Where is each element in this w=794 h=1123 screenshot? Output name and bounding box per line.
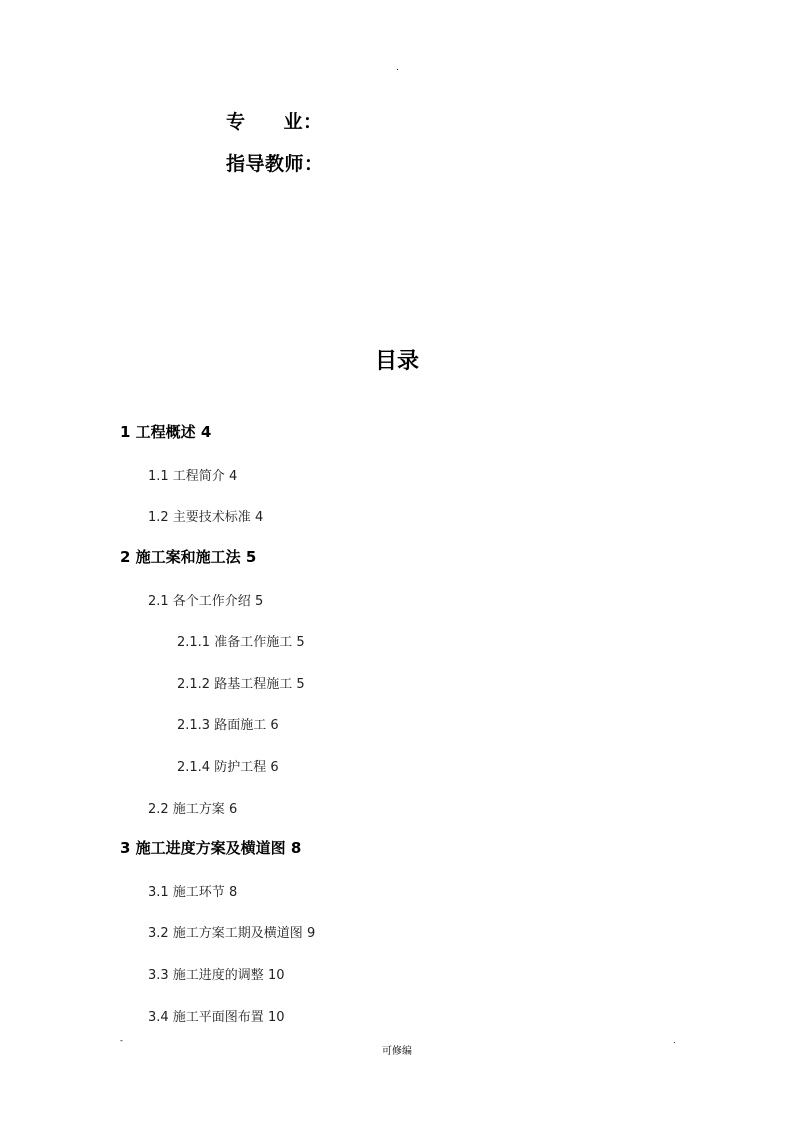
footer-editable-note: 可修编 bbox=[382, 1046, 412, 1057]
advisor-label: 指导教师： bbox=[226, 153, 324, 175]
toc-entry-3-3[interactable]: 3.3 施工进度的调整 10 bbox=[148, 968, 285, 983]
toc-entry-2-1-2[interactable]: 2.1.2 路基工程施工 5 bbox=[177, 677, 305, 692]
header-mark: . bbox=[396, 63, 399, 73]
toc-entry-1-2[interactable]: 1.2 主要技术标准 4 bbox=[148, 510, 264, 525]
toc-entry-2-1-1[interactable]: 2.1.1 准备工作施工 5 bbox=[177, 635, 305, 650]
toc-title: 目录 bbox=[374, 349, 419, 374]
toc-entry-2-1-3[interactable]: 2.1.3 路面施工 6 bbox=[177, 718, 279, 733]
toc-entry-2-1-4[interactable]: 2.1.4 防护工程 6 bbox=[177, 760, 279, 775]
toc-entry-3[interactable]: 3 施工进度方案及横道图 8 bbox=[120, 839, 302, 857]
toc-entry-1-1[interactable]: 1.1 工程简介 4 bbox=[148, 469, 238, 484]
toc-entry-2-2[interactable]: 2.2 施工方案 6 bbox=[148, 802, 238, 817]
footer-left-mark: - bbox=[120, 1036, 123, 1045]
toc-entry-3-2[interactable]: 3.2 施工方案工期及横道图 9 bbox=[148, 926, 316, 941]
major-label-part2: 业： bbox=[283, 111, 323, 133]
toc-entry-3-4[interactable]: 3.4 施工平面图布置 10 bbox=[148, 1010, 285, 1025]
toc-entry-2-1[interactable]: 2.1 各个工作介绍 5 bbox=[148, 594, 264, 609]
toc-entry-3-1[interactable]: 3.1 施工环节 8 bbox=[148, 885, 238, 900]
toc-entry-2[interactable]: 2 施工案和施工法 5 bbox=[120, 548, 257, 566]
major-field bbox=[226, 107, 323, 134]
major-label-part1: 专 bbox=[226, 111, 246, 133]
advisor-field bbox=[226, 149, 324, 176]
toc-entry-1[interactable]: 1 工程概述 4 bbox=[120, 423, 212, 441]
footer-right-mark: . bbox=[673, 1036, 676, 1045]
